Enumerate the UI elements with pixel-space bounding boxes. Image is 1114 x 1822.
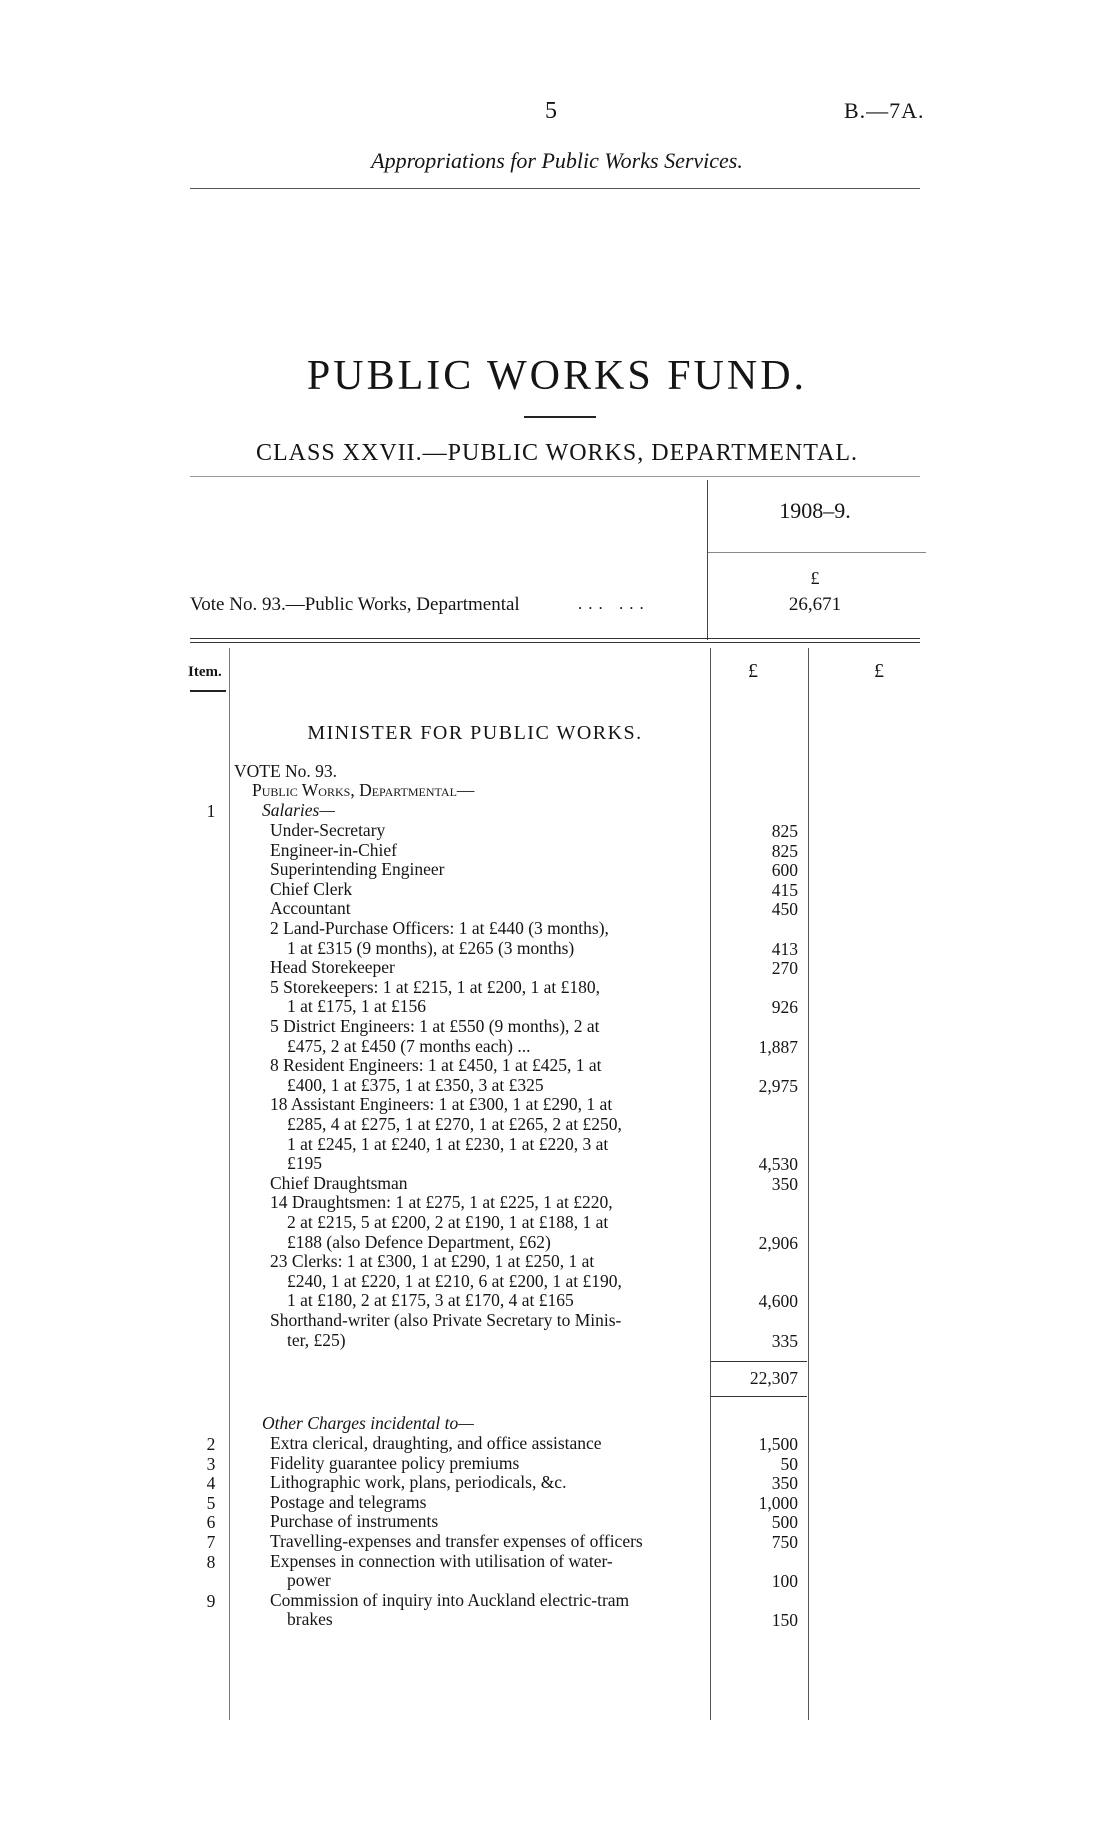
salary-line: £240, 1 at £220, 1 at £210, 6 at £200, 1 at £190, xyxy=(287,1270,622,1291)
charge-line: Travelling-expenses and transfer expenses of officers xyxy=(270,1531,643,1551)
salary-line: Chief Draughtsman xyxy=(270,1172,408,1193)
salary-line: Shorthand-writer (also Private Secretary to Minis- xyxy=(270,1310,622,1330)
header-rule xyxy=(190,188,920,189)
salary-line: Accountant xyxy=(270,898,351,919)
total-column-header: £ xyxy=(874,660,884,682)
salary-line: Engineer-in-Chief xyxy=(270,839,397,860)
salary-line: 2 Land-Purchase Officers: 1 at £440 (3 months), xyxy=(270,918,609,938)
page-subtitle: Appropriations for Public Works Services. xyxy=(371,148,743,173)
salary-line: 5 Storekeepers: 1 at £215, 1 at £200, 1 at £180, xyxy=(270,976,601,997)
charge-line: Lithographic work, plans, periodicals, &c. xyxy=(270,1472,567,1493)
item-number: 7 xyxy=(206,1532,216,1552)
salary-line: 18 Assistant Engineers: 1 at £300, 1 at £290, 1 at xyxy=(270,1094,613,1115)
charge-line: Commission of inquiry into Auckland electric-tram xyxy=(270,1589,630,1610)
salaries-label: Salaries— xyxy=(262,800,335,820)
salary-line: Under-Secretary xyxy=(270,820,386,840)
item-column-header: Item. xyxy=(188,664,222,680)
title-divider xyxy=(524,416,596,418)
salary-line: £188 (also Defence Department, £62) xyxy=(287,1231,551,1252)
year-rule xyxy=(708,552,926,553)
salary-line: Chief Clerk xyxy=(270,878,353,899)
salary-line: 1 at £175, 1 at £156 xyxy=(287,996,427,1017)
table-rule-top-2 xyxy=(190,642,920,643)
salaries-subtotal: 22,307 xyxy=(749,1368,798,1388)
charge-amount: 1,500 xyxy=(758,1434,798,1454)
salary-amount: 926 xyxy=(771,997,798,1018)
salary-line: 2 at £215, 5 at £200, 2 at £190, 1 at £188, 1 at xyxy=(287,1212,609,1232)
salary-line: Head Storekeeper xyxy=(270,957,395,978)
item-number: 3 xyxy=(206,1453,216,1474)
minister-heading: MINISTER FOR PUBLIC WORKS. xyxy=(307,722,643,744)
table-rule-top xyxy=(190,638,920,639)
salary-line: £285, 4 at £275, 1 at £270, 1 at £265, 2 at £250, xyxy=(287,1114,622,1134)
salary-amount: 450 xyxy=(771,899,798,920)
item-header-underline xyxy=(190,690,226,692)
salary-amount: 270 xyxy=(771,958,798,979)
charge-line: Expenses in connection with utilisation of water- xyxy=(270,1550,613,1571)
charge-line: power xyxy=(287,1570,331,1591)
salary-line: £475, 2 at £450 (7 months each) ... xyxy=(287,1035,531,1056)
class-title: CLASS XXVII.—PUBLIC WORKS, DEPARTMENTAL. xyxy=(255,440,859,466)
salary-line: £400, 1 at £375, 1 at £350, 3 at £325 xyxy=(287,1074,544,1095)
salary-line: 14 Draughtsmen: 1 at £275, 1 at £225, 1 at £220, xyxy=(270,1192,613,1213)
vote-summary-dots: ... ... xyxy=(578,594,650,613)
item-number: 2 xyxy=(206,1434,216,1454)
salary-amount: 415 xyxy=(771,879,798,900)
summary-column-divider xyxy=(707,480,708,640)
charge-line: Purchase of instruments xyxy=(270,1511,439,1532)
salary-line: Superintending Engineer xyxy=(270,859,445,880)
main-title: PUBLIC WORKS FUND. xyxy=(306,353,808,399)
salary-line: ter, £25) xyxy=(287,1329,346,1350)
salary-line: £195 xyxy=(287,1153,322,1174)
vote-summary-amount: 26,671 xyxy=(788,594,842,615)
salary-amount: 4,530 xyxy=(758,1154,798,1175)
salary-amount: 413 xyxy=(771,938,798,959)
subtotal-rule-bottom xyxy=(711,1396,807,1397)
class-rule xyxy=(190,476,920,477)
salary-amount: 2,906 xyxy=(758,1232,798,1253)
vote-title: Public Works, Departmental— xyxy=(252,780,475,800)
item-column-line xyxy=(229,648,230,1720)
charge-line: Postage and telegrams xyxy=(270,1491,427,1512)
charge-line: brakes xyxy=(287,1609,333,1630)
item-number: 6 xyxy=(206,1512,216,1533)
item-number: 1 xyxy=(206,801,216,821)
charge-amount: 100 xyxy=(771,1571,798,1592)
total-column-line xyxy=(808,648,809,1720)
item-number: 4 xyxy=(206,1473,216,1494)
vote-summary-label: Vote No. 93.—Public Works, Departmental xyxy=(190,594,520,615)
vote-number: VOTE No. 93. xyxy=(234,761,338,781)
charge-amount: 150 xyxy=(771,1610,798,1631)
charge-amount: 350 xyxy=(771,1473,798,1494)
salary-line: 5 District Engineers: 1 at £550 (9 months), 2 at xyxy=(270,1016,600,1036)
salary-line: 1 at £245, 1 at £240, 1 at £230, 1 at £220, 3 at xyxy=(287,1133,609,1154)
charge-line: Fidelity guarantee policy premiums xyxy=(270,1452,520,1473)
charge-amount: 500 xyxy=(771,1512,798,1533)
subtotal-rule xyxy=(711,1361,807,1362)
salary-line: 23 Clerks: 1 at £300, 1 at £290, 1 at £250, 1 at xyxy=(270,1251,595,1272)
salary-line: 8 Resident Engineers: 1 at £450, 1 at £425, 1 at xyxy=(270,1055,602,1076)
year-heading: 1908–9. xyxy=(779,498,851,523)
item-number: 5 xyxy=(206,1492,216,1513)
salary-amount: 825 xyxy=(771,840,798,861)
charge-amount: 50 xyxy=(780,1453,798,1474)
charge-amount: 750 xyxy=(771,1532,798,1552)
salary-amount: 1,887 xyxy=(758,1036,798,1057)
salary-amount: 4,600 xyxy=(758,1291,798,1312)
salary-amount: 335 xyxy=(771,1330,798,1351)
salary-amount: 825 xyxy=(771,821,798,841)
salary-amount: 2,975 xyxy=(758,1075,798,1096)
salary-line: 1 at £315 (9 months), at £265 (3 months) xyxy=(287,937,575,958)
page-number: 5 xyxy=(545,98,557,124)
document-code: B.—7A. xyxy=(844,98,925,123)
salary-amount: 600 xyxy=(771,860,798,881)
other-charges-label: Other Charges incidental to— xyxy=(262,1413,474,1433)
salary-amount: 350 xyxy=(771,1173,798,1194)
salary-line: 1 at £180, 2 at £175, 3 at £170, 4 at £165 xyxy=(287,1290,574,1311)
item-number: 9 xyxy=(206,1590,216,1611)
item-number: 8 xyxy=(206,1551,216,1572)
vote-pound-symbol: £ xyxy=(810,568,820,588)
amount-column-header: £ xyxy=(748,660,758,682)
charge-amount: 1,000 xyxy=(758,1492,798,1513)
charge-line: Extra clerical, draughting, and office assistance xyxy=(270,1433,602,1453)
